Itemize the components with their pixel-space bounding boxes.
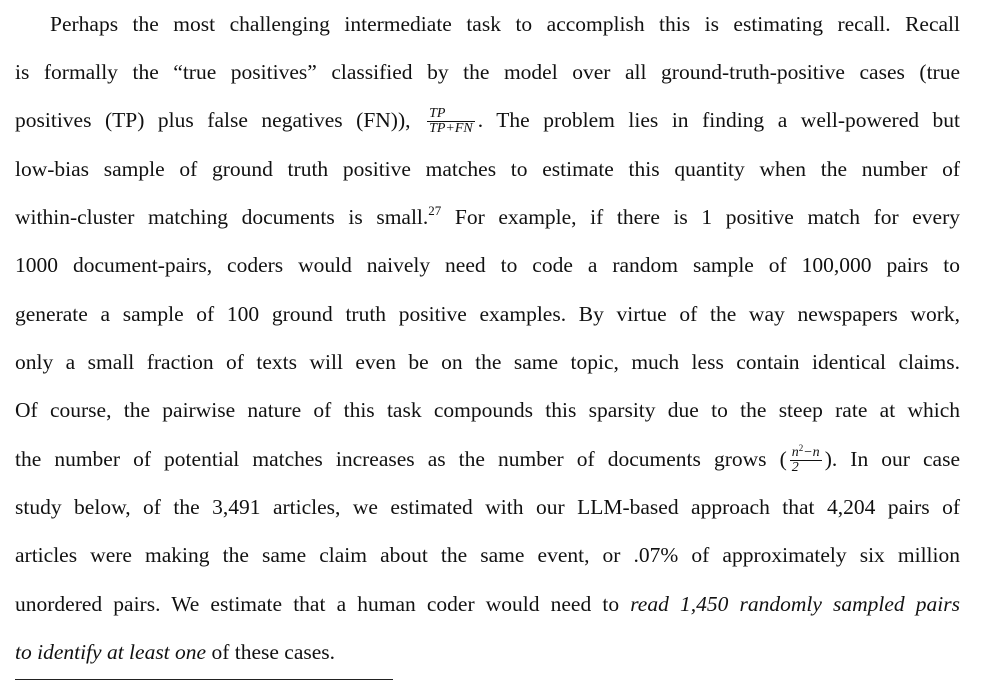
footnote-marker: 27 [428, 203, 442, 218]
pairs-fraction-numerator [790, 442, 822, 461]
footnote-separator-rule [15, 679, 393, 680]
recall-fraction-denominator: TP+FN [429, 120, 473, 136]
paragraph-line-9: Of course, the pairwise nature of this task compounds this sparsity due to the steep rate at which [15, 398, 960, 422]
pairs-fraction-denominator: 2 [791, 459, 799, 475]
recall-fraction-numerator: TP [427, 107, 475, 122]
line-14-text-after: of these cases. [206, 640, 336, 664]
line-14-emphasis: to identify at least one [15, 640, 207, 664]
paragraph-line-8: only a small fraction of texts will even be on the same topic, much less contain identical claims. [15, 350, 960, 374]
paragraph-line-6: 1000 document-pairs, coders would naively need to code a random sample of 100,000 pairs to [15, 253, 960, 277]
line-10-text-before: the number of potential matches increases as the number of documents grows ( [15, 447, 787, 471]
paragraph-line-13 [15, 589, 960, 619]
line-13-text-before: unordered pairs. We estimate that a human coder would need to [15, 592, 631, 616]
paragraph-line-4: low-bias sample of ground truth positive matches to estimate this quantity when the number of [15, 157, 960, 181]
recall-fraction [427, 107, 475, 136]
paragraph-line-10 [15, 444, 960, 474]
line-10-text-after: ). In our case [824, 447, 960, 471]
paragraph-line-7: generate a sample of 100 ground truth positive examples. By virtue of the way newspapers work, [15, 302, 960, 326]
pairs-fraction [790, 442, 822, 475]
pairs-numerator-base: n [791, 444, 799, 460]
line-13-emphasis: read 1,450 randomly sampled pairs [630, 592, 960, 616]
paragraph-line-5 [15, 202, 960, 232]
pairs-numerator-rest: −n [803, 444, 820, 460]
paragraph-line-1: Perhaps the most challenging intermediate task to accomplish this is estimating recall. Recall [50, 12, 960, 36]
paragraph-line-14 [15, 637, 960, 667]
line-5-text-before: within-cluster matching documents is small. [15, 205, 429, 229]
paragraph-line-3 [15, 105, 960, 135]
paragraph-line-11: study below, of the 3,491 articles, we estimated with our LLM-based approach that 4,204 pairs of [15, 495, 960, 519]
line-5-text-after: For example, if there is 1 positive match for every [441, 205, 960, 229]
pairs-numerator-exponent: 2 [798, 442, 804, 453]
line-3-text-before: positives (TP) plus false negatives (FN)), [15, 108, 411, 132]
paragraph-line-12: articles were making the same claim about the same event, or .07% of approximately six million [15, 543, 960, 567]
paragraph-line-2: is formally the “true positives” classified by the model over all ground-truth-positive cases (true [15, 60, 960, 84]
line-3-text-after: . The problem lies in finding a well-powered but [477, 108, 961, 132]
